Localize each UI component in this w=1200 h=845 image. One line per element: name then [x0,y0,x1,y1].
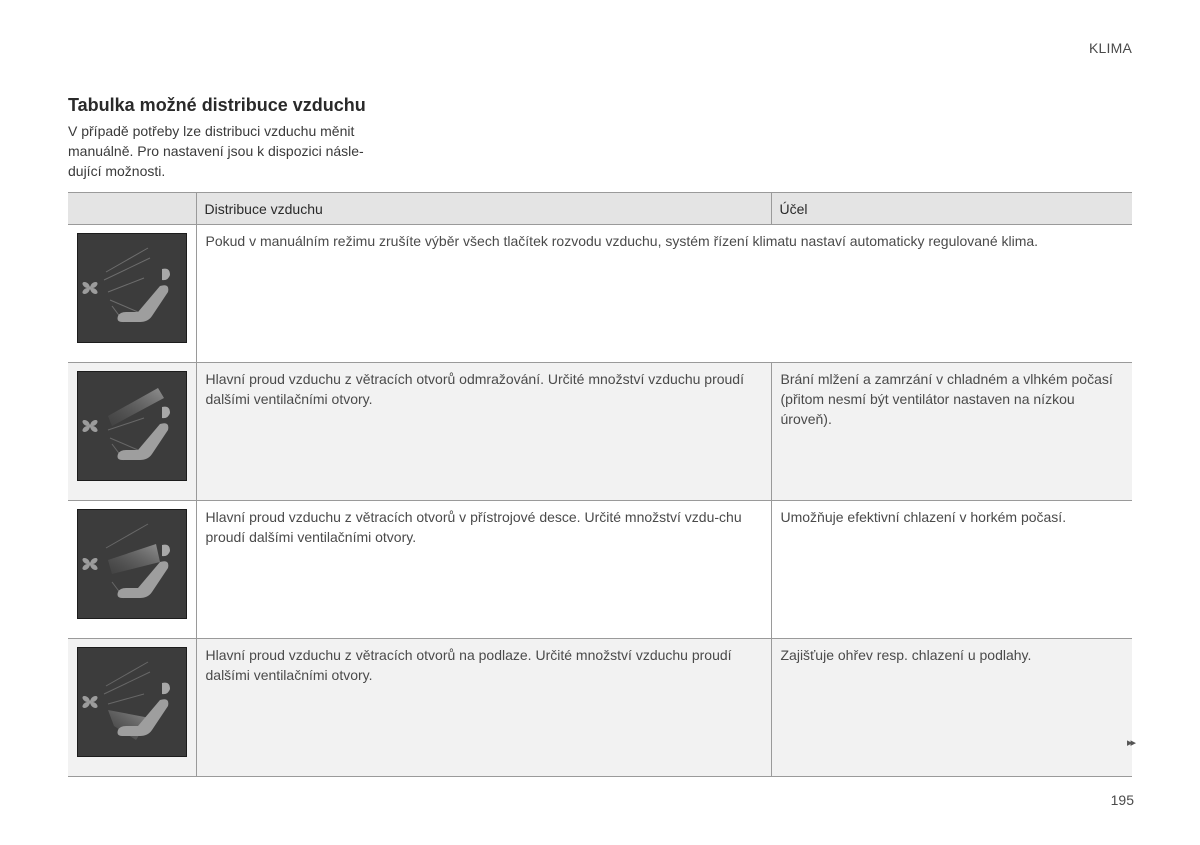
air-distribution-table [68,192,1132,777]
table-cell-icon [68,639,196,777]
table-cell-purpose: Umožňuje efektivní chlazení v horkém počasí. [771,501,1132,639]
table-cell-distribution: Hlavní proud vzduchu z větracích otvorů na podlaze. Určité množství vzduchu proudí dalšími ventilačními otvory. [196,639,771,777]
table-cell-purpose: Brání mlžení a zamrzání v chladném a vlhkém počasí (přitom nesmí být ventilátor nastaven na nízkou úroveň). [771,363,1132,501]
table-row [68,363,1132,501]
table-row [68,501,1132,639]
table-cell-distribution: Hlavní proud vzduchu z větracích otvorů v přístrojové desce. Určité množství vzdu-chu proudí dalšími ventilačními otvory. [196,501,771,639]
section-label: KLIMA [1088,40,1132,56]
intro-line: dující možnosti. [68,163,166,179]
airflow-dashboard-icon [77,509,187,619]
table-cell-icon [68,225,196,363]
table-header-row [68,193,1132,225]
table-cell-purpose: Zajišťuje ohřev resp. chlazení u podlahy. [771,639,1132,777]
page-title: Tabulka možné distribuce vzduchu [68,95,366,115]
table-row [68,639,1132,777]
intro-line: manuálně. Pro nastavení jsou k dispozici násle- [68,143,364,159]
airflow-defrost-icon [77,371,187,481]
page-number: 195 [1110,792,1134,808]
intro-line: V případě potřeby lze distribuci vzduchu měnit [68,123,355,139]
header-distribution: Distribuce vzduchu [196,193,771,225]
intro-paragraph [68,121,398,181]
table-cell-icon [68,501,196,639]
table-row [68,225,1132,363]
header-image-column [68,193,196,225]
header-purpose: Účel [771,193,1132,225]
table-cell-distribution: Hlavní proud vzduchu z větracích otvorů odmražování. Určité množství vzduchu proudí dalšími ventilačními otvory. [196,363,771,501]
airflow-auto-icon [77,233,187,343]
continue-arrows-icon: ▸▸ [1126,737,1134,749]
table-cell-icon [68,363,196,501]
airflow-floor-icon [77,647,187,757]
table-cell-distribution: Pokud v manuálním režimu zrušíte výběr všech tlačítek rozvodu vzduchu, systém řízení klimatu nastaví automaticky regulované klima. [196,225,1132,363]
